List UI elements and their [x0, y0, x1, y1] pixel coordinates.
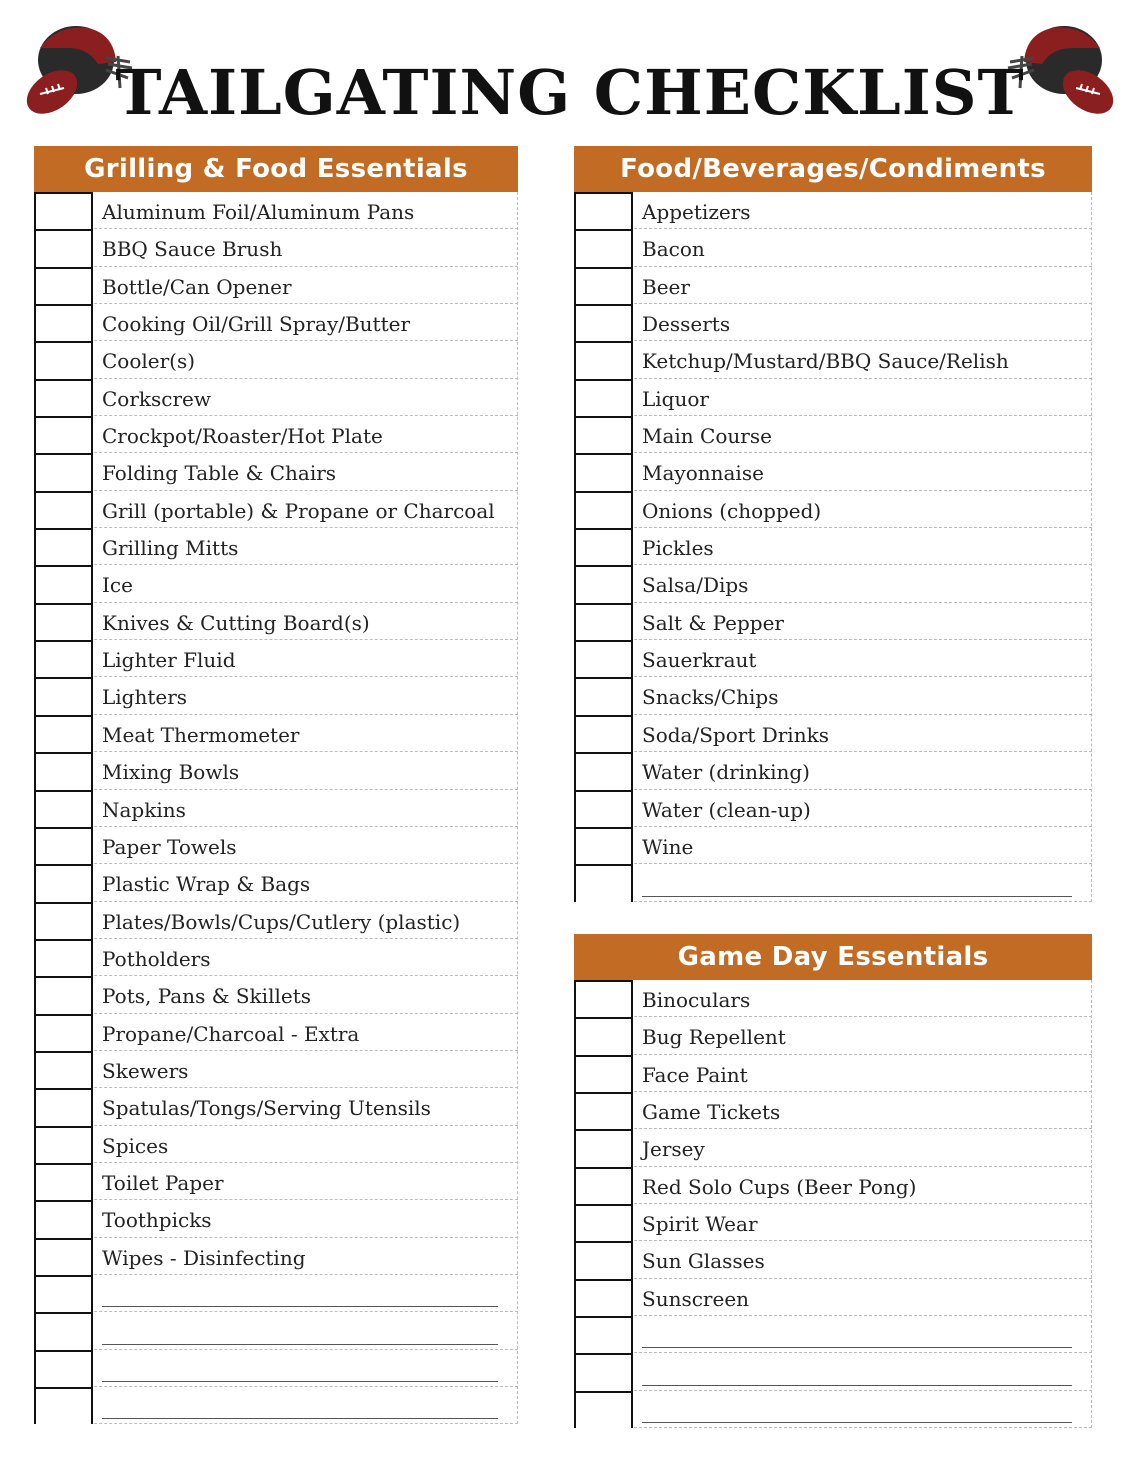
checklist-row — [574, 980, 1092, 1017]
blank-write-in-line[interactable] — [642, 1422, 1072, 1423]
checklist-row — [574, 229, 1092, 266]
checkbox[interactable] — [34, 1088, 93, 1125]
checkbox[interactable] — [574, 192, 633, 229]
checklist-row — [34, 1238, 518, 1275]
section-header: Game Day Essentials — [574, 934, 1092, 980]
checkbox[interactable] — [574, 379, 633, 416]
checklist-row — [34, 1051, 518, 1088]
checkbox[interactable] — [34, 790, 93, 827]
checkbox[interactable] — [34, 1350, 93, 1387]
checklist-row — [574, 379, 1092, 416]
checkbox[interactable] — [574, 304, 633, 341]
item-label: Toothpicks — [102, 1208, 212, 1233]
item-label: Water (drinking) — [642, 760, 810, 785]
blank-write-in-line[interactable] — [642, 896, 1072, 897]
checklist-row — [574, 1391, 1092, 1428]
checkbox[interactable] — [574, 453, 633, 490]
checkbox[interactable] — [34, 192, 93, 229]
item-label: BBQ Sauce Brush — [102, 237, 283, 262]
item-label: Sunscreen — [642, 1286, 750, 1311]
checkbox[interactable] — [34, 304, 93, 341]
checkbox[interactable] — [574, 1279, 633, 1316]
checklist-row — [34, 827, 518, 864]
checkbox[interactable] — [34, 341, 93, 378]
checkbox[interactable] — [574, 864, 633, 901]
item-label: Bacon — [642, 237, 705, 262]
checklist-row — [34, 677, 518, 714]
checklist-row — [34, 528, 518, 565]
checkbox[interactable] — [574, 752, 633, 789]
checklist-row — [34, 1200, 518, 1237]
item-label: Sauerkraut — [642, 648, 757, 673]
checklist-row — [34, 453, 518, 490]
checkbox[interactable] — [34, 640, 93, 677]
checkbox[interactable] — [34, 677, 93, 714]
item-label: Salt & Pepper — [642, 610, 784, 635]
item-label: Ketchup/Mustard/BBQ Sauce/Relish — [642, 349, 1009, 374]
checkbox[interactable] — [574, 640, 633, 677]
checklist-row — [574, 491, 1092, 528]
blank-write-in-line[interactable] — [102, 1418, 498, 1419]
checklist-row — [574, 304, 1092, 341]
checklist-row — [34, 267, 518, 304]
checkbox[interactable] — [34, 1163, 93, 1200]
checkbox[interactable] — [34, 229, 93, 266]
checklist-row — [34, 752, 518, 789]
checkbox[interactable] — [34, 827, 93, 864]
item-label: Cooler(s) — [102, 349, 196, 374]
checkbox[interactable] — [574, 1167, 633, 1204]
checklist-row — [34, 304, 518, 341]
checklist-row — [574, 827, 1092, 864]
checkbox[interactable] — [574, 1391, 633, 1428]
checklist-row — [34, 640, 518, 677]
checkbox[interactable] — [574, 267, 633, 304]
item-label: Knives & Cutting Board(s) — [102, 610, 370, 635]
checkbox[interactable] — [574, 341, 633, 378]
checkbox[interactable] — [34, 1238, 93, 1275]
checkbox[interactable] — [574, 416, 633, 453]
item-label: Snacks/Chips — [642, 685, 779, 710]
checkbox[interactable] — [34, 379, 93, 416]
item-label: Spices — [102, 1133, 169, 1158]
item-label: Wipes - Disinfecting — [102, 1245, 306, 1270]
checkbox[interactable] — [34, 453, 93, 490]
item-label: Binoculars — [642, 988, 751, 1012]
item-label: Sun Glasses — [642, 1249, 765, 1274]
checklist — [34, 192, 518, 1424]
checklist-row — [34, 939, 518, 976]
checkbox[interactable] — [574, 1353, 633, 1390]
checkbox[interactable] — [34, 267, 93, 304]
checklist-row — [574, 677, 1092, 714]
section-food-beverages — [574, 146, 1092, 902]
checkbox[interactable] — [574, 565, 633, 602]
blank-write-in-line[interactable] — [102, 1344, 498, 1345]
checkbox[interactable] — [34, 1387, 93, 1424]
checklist-row — [34, 1126, 518, 1163]
item-label: Paper Towels — [102, 834, 237, 859]
checklist-row — [574, 790, 1092, 827]
checklist-row — [34, 341, 518, 378]
item-label: Face Paint — [642, 1062, 748, 1087]
checklist-row — [34, 1387, 518, 1424]
checklist-row — [574, 1353, 1092, 1390]
checkbox[interactable] — [34, 416, 93, 453]
checklist-row — [34, 902, 518, 939]
item-label: Grill (portable) & Propane or Charcoal — [102, 498, 495, 523]
checkbox[interactable] — [574, 229, 633, 266]
item-label: Main Course — [642, 424, 772, 449]
checklist-row — [34, 379, 518, 416]
checklist-row — [574, 1167, 1092, 1204]
checklist-row — [574, 267, 1092, 304]
checkbox[interactable] — [34, 1200, 93, 1237]
item-label: Bug Repellent — [642, 1025, 786, 1050]
item-label: Cooking Oil/Grill Spray/Butter — [102, 312, 411, 337]
checklist-row — [34, 1014, 518, 1051]
checkbox[interactable] — [574, 677, 633, 714]
checklist-row — [574, 341, 1092, 378]
blank-write-in-line[interactable] — [102, 1381, 498, 1382]
item-label: Skewers — [102, 1058, 189, 1083]
checkbox[interactable] — [574, 1129, 633, 1166]
section-header: Grilling & Food Essentials — [34, 146, 518, 192]
checkbox[interactable] — [34, 1312, 93, 1349]
item-label: Pickles — [642, 536, 714, 561]
item-label: Napkins — [102, 797, 186, 822]
checklist-row — [574, 1204, 1092, 1241]
checklist-row — [574, 453, 1092, 490]
checkbox[interactable] — [574, 1316, 633, 1353]
checkbox[interactable] — [34, 565, 93, 602]
checklist-row — [574, 715, 1092, 752]
dashed-border — [1091, 192, 1092, 902]
item-label: Lighter Fluid — [102, 648, 236, 673]
checkbox[interactable] — [34, 752, 93, 789]
checkbox[interactable] — [34, 491, 93, 528]
item-label: Soda/Sport Drinks — [642, 722, 829, 747]
page-title: TAILGATING CHECKLIST — [115, 56, 1025, 129]
checkbox[interactable] — [34, 1014, 93, 1051]
item-label: Toilet Paper — [102, 1170, 224, 1195]
checklist-row — [574, 752, 1092, 789]
section-header: Food/Beverages/Condiments — [574, 146, 1092, 192]
item-label: Desserts — [642, 312, 731, 337]
checklist-row — [34, 229, 518, 266]
checklist-row — [34, 1163, 518, 1200]
checkbox[interactable] — [574, 980, 633, 1017]
checkbox[interactable] — [34, 864, 93, 901]
checkbox[interactable] — [34, 1051, 93, 1088]
item-label: Aluminum Foil/Aluminum Pans — [102, 200, 415, 224]
item-label: Liquor — [642, 386, 709, 411]
checklist-row — [34, 192, 518, 229]
checkbox[interactable] — [574, 1017, 633, 1054]
checkbox[interactable] — [34, 1275, 93, 1312]
checklist-row — [574, 565, 1092, 602]
checkbox[interactable] — [574, 1204, 633, 1241]
item-label: Pots, Pans & Skillets — [102, 984, 311, 1009]
item-label: Water (clean-up) — [642, 797, 811, 822]
item-label: Bottle/Can Opener — [102, 274, 292, 299]
checklist-row — [574, 640, 1092, 677]
blank-write-in-line[interactable] — [102, 1306, 498, 1307]
checkbox[interactable] — [34, 528, 93, 565]
checklist-row — [34, 1350, 518, 1387]
checklist-row — [574, 1241, 1092, 1278]
item-label: Appetizers — [642, 200, 751, 224]
item-label: Lighters — [102, 685, 188, 710]
checkbox[interactable] — [574, 528, 633, 565]
checklist-row — [574, 192, 1092, 229]
checkbox[interactable] — [574, 1241, 633, 1278]
checkbox[interactable] — [574, 715, 633, 752]
item-label: Salsa/Dips — [642, 573, 749, 598]
item-label: Spirit Wear — [642, 1212, 758, 1237]
checklist-row — [34, 416, 518, 453]
checkbox[interactable] — [34, 715, 93, 752]
checkbox[interactable] — [574, 827, 633, 864]
checklist-row — [34, 1275, 518, 1312]
item-label: Onions (chopped) — [642, 498, 822, 523]
checklist-row — [34, 790, 518, 827]
checklist-row — [574, 1017, 1092, 1054]
item-label: Propane/Charcoal - Extra — [102, 1021, 360, 1046]
item-label: Crockpot/Roaster/Hot Plate — [102, 424, 383, 449]
item-label: Corkscrew — [102, 386, 212, 411]
checklist-row — [34, 603, 518, 640]
item-label: Plates/Bowls/Cups/Cutlery (plastic) — [102, 909, 461, 934]
item-label: Folding Table & Chairs — [102, 461, 337, 486]
item-label: Ice — [102, 573, 133, 598]
item-label: Jersey — [642, 1137, 705, 1162]
checklist-row — [574, 1279, 1092, 1316]
item-label: Mixing Bowls — [102, 760, 240, 785]
checklist — [574, 192, 1092, 902]
item-label: Game Tickets — [642, 1100, 781, 1125]
checklist-row — [574, 603, 1092, 640]
checklist-row — [574, 416, 1092, 453]
checklist-row — [574, 1055, 1092, 1092]
checklist-row — [34, 565, 518, 602]
item-label: Spatulas/Tongs/Serving Utensils — [102, 1096, 431, 1121]
checklist-row — [34, 976, 518, 1013]
checklist-row — [34, 1312, 518, 1349]
checklist-row — [34, 864, 518, 901]
checklist-row — [574, 1129, 1092, 1166]
item-label: Grilling Mitts — [102, 536, 239, 561]
item-label: Plastic Wrap & Bags — [102, 872, 311, 897]
checklist-row — [34, 1088, 518, 1125]
dashed-border — [1091, 980, 1092, 1428]
checkbox[interactable] — [34, 1126, 93, 1163]
checkbox[interactable] — [574, 1055, 633, 1092]
checklist-row — [574, 1092, 1092, 1129]
item-label: Red Solo Cups (Beer Pong) — [642, 1174, 917, 1199]
checkbox[interactable] — [574, 491, 633, 528]
item-label: Meat Thermometer — [102, 722, 300, 747]
checklist — [574, 980, 1092, 1428]
checkbox[interactable] — [574, 790, 633, 827]
item-label: Beer — [642, 274, 690, 299]
checklist-row — [574, 864, 1092, 901]
checklist-row — [574, 528, 1092, 565]
section-grilling — [34, 146, 518, 1424]
section-game-day — [574, 934, 1092, 1428]
dashed-border — [517, 192, 518, 1424]
checkbox[interactable] — [574, 1092, 633, 1129]
item-label: Potholders — [102, 946, 211, 971]
checkbox[interactable] — [34, 939, 93, 976]
checkbox[interactable] — [34, 603, 93, 640]
checkbox[interactable] — [34, 902, 93, 939]
blank-write-in-line[interactable] — [642, 1347, 1072, 1348]
blank-write-in-line[interactable] — [642, 1385, 1072, 1386]
checklist-row — [574, 1316, 1092, 1353]
item-label: Mayonnaise — [642, 461, 764, 486]
checkbox[interactable] — [574, 603, 633, 640]
checklist-row — [34, 491, 518, 528]
item-label: Wine — [642, 834, 694, 859]
checklist-row — [34, 715, 518, 752]
checkbox[interactable] — [34, 976, 93, 1013]
